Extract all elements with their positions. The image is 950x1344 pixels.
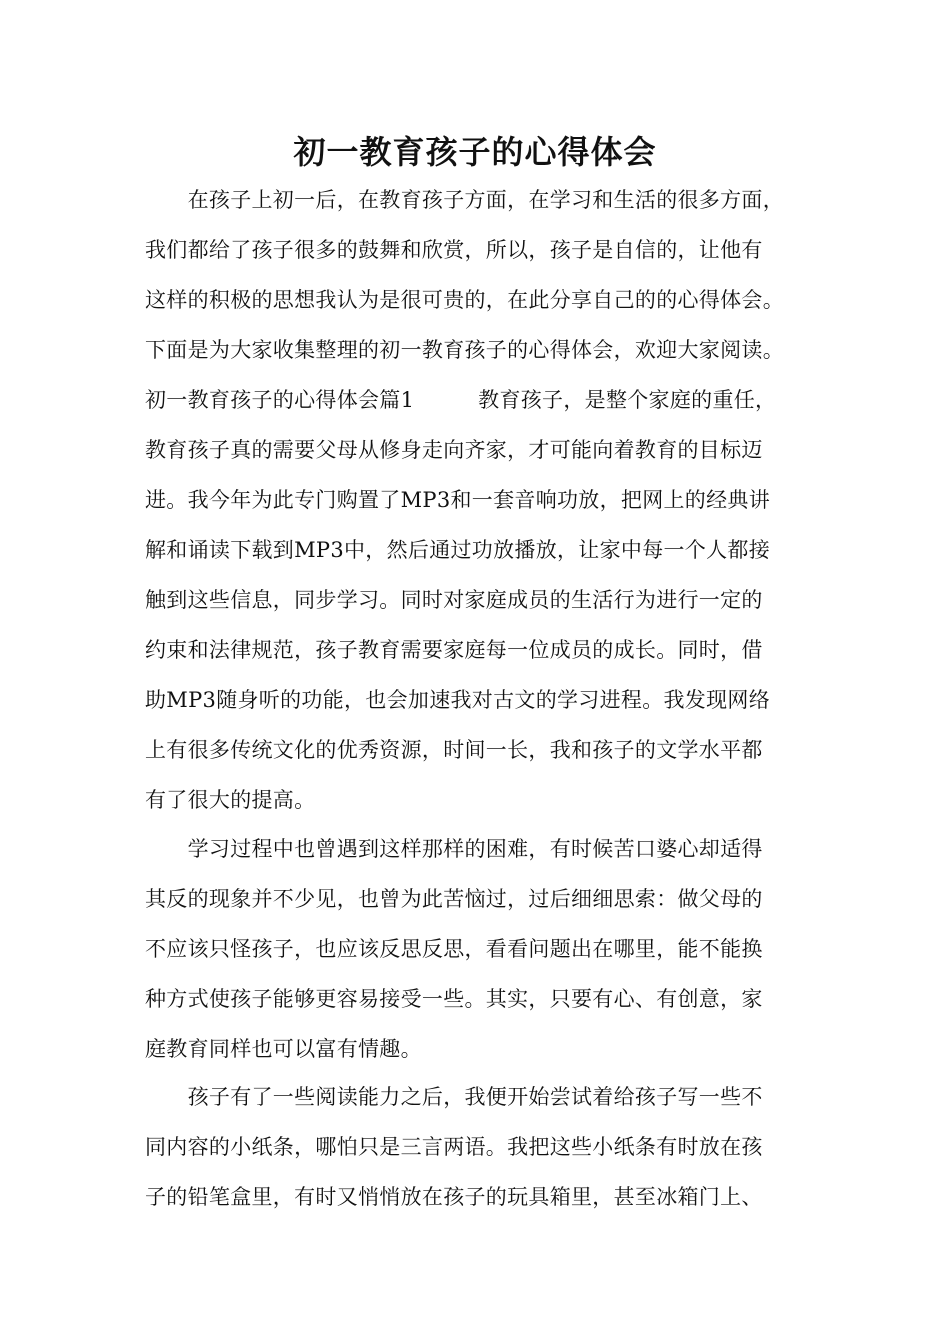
- body-line: 有了很大的提高。: [145, 788, 316, 812]
- body-line: 初一教育孩子的心得体会篇1 教育孩子，是整个家庭的重任，: [145, 388, 777, 412]
- body-line: 庭教育同样也可以富有情趣。: [145, 1037, 422, 1061]
- body-line: 同内容的小纸条，哪怕只是三言两语。我把这些小纸条有时放在孩: [145, 1135, 763, 1159]
- document-title: 初一教育孩子的心得体会: [293, 133, 657, 171]
- body-line: 助MP3随身听的功能，也会加速我对古文的学习进程。我发现网络: [145, 688, 770, 712]
- body-line: 教育孩子真的需要父母从修身走向齐家，才可能向着教育的目标迈: [145, 438, 763, 462]
- body-line: 在孩子上初一后，在教育孩子方面，在学习和生活的很多方面，: [145, 188, 784, 212]
- body-line: 触到这些信息，同步学习。同时对家庭成员的生活行为进行一定的: [145, 588, 763, 612]
- body-line: 约束和法律规范，孩子教育需要家庭每一位成员的成长。同时，借: [145, 638, 763, 662]
- body-line: 上有很多传统文化的优秀资源，时间一长，我和孩子的文学水平都: [145, 738, 763, 762]
- body-line: 下面是为大家收集整理的初一教育孩子的心得体会，欢迎大家阅读。: [145, 338, 784, 362]
- body-line: 进。我今年为此专门购置了MP3和一套音响功放，把网上的经典讲: [145, 488, 770, 512]
- body-line: 我们都给了孩子很多的鼓舞和欣赏，所以，孩子是自信的，让他有: [145, 238, 763, 262]
- body-line: 这样的积极的思想我认为是很可贵的，在此分享自己的的心得体会。: [145, 288, 784, 312]
- body-line: 子的铅笔盒里，有时又悄悄放在孩子的玩具箱里，甚至冰箱门上、: [145, 1185, 763, 1209]
- body-line: 学习过程中也曾遇到这样那样的困难，有时候苦口婆心却适得: [145, 837, 763, 861]
- body-line: 不应该只怪孩子，也应该反思反思，看看问题出在哪里，能不能换: [145, 937, 763, 961]
- body-line: 解和诵读下载到MP3中，然后通过功放播放，让家中每一个人都接: [145, 538, 770, 562]
- body-line: 其反的现象并不少见，也曾为此苦恼过，过后细细思索：做父母的: [145, 887, 763, 911]
- body-line: 孩子有了一些阅读能力之后，我便开始尝试着给孩子写一些不: [145, 1085, 763, 1109]
- body-line: 种方式使孩子能够更容易接受一些。其实，只要有心、有创意，家: [145, 987, 763, 1011]
